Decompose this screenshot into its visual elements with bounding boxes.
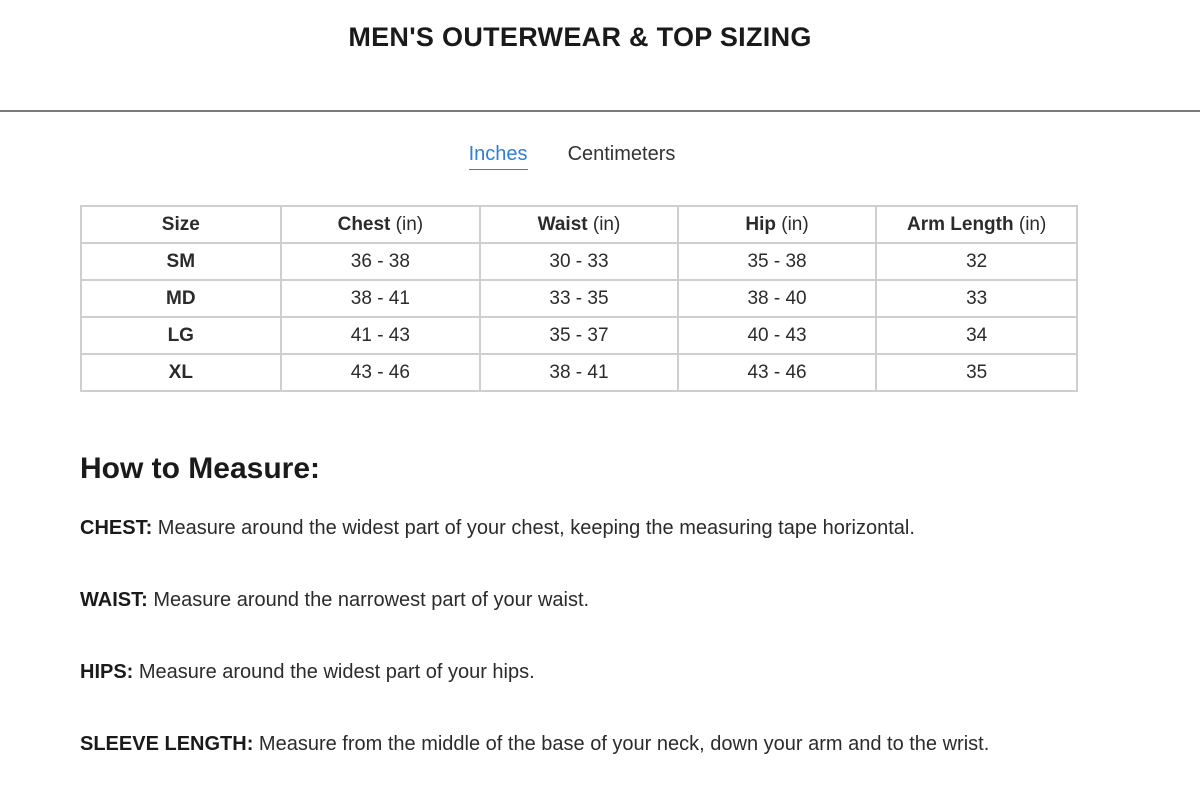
cell-waist: 35 - 37 — [480, 317, 678, 354]
table-row — [81, 280, 1077, 317]
cell-arm-length: 32 — [876, 243, 1077, 280]
measure-instruction-chest — [80, 512, 1040, 544]
cell-hip: 35 - 38 — [678, 243, 877, 280]
unit-tabs — [0, 143, 1144, 170]
table-row — [81, 243, 1077, 280]
cell-chest: 36 - 38 — [281, 243, 481, 280]
measure-text: Measure around the widest part of your chest, keeping the measuring tape horizontal. — [152, 517, 915, 539]
table-row — [81, 354, 1077, 391]
cell-chest: 38 - 41 — [281, 280, 481, 317]
header-divider — [0, 110, 1200, 112]
cell-waist: 30 - 33 — [480, 243, 678, 280]
measure-instruction-waist — [80, 584, 1040, 616]
cell-hip: 43 - 46 — [678, 354, 877, 391]
measure-instruction-hips — [80, 656, 1040, 688]
cell-hip: 40 - 43 — [678, 317, 877, 354]
cell-size: LG — [81, 317, 281, 354]
measure-text: Measure around the narrowest part of your waist. — [147, 589, 590, 611]
how-to-measure-heading: How to Measure: — [80, 452, 321, 485]
table-header-row — [81, 206, 1077, 243]
measure-term: WAIST: — [80, 589, 148, 611]
measure-term: CHEST: — [80, 517, 153, 539]
measure-text: Measure from the middle of the base of your neck, down your arm and to the wrist. — [253, 733, 990, 755]
cell-size: SM — [81, 243, 281, 280]
tab-inches[interactable]: Inches — [469, 143, 528, 170]
tab-centimeters[interactable]: Centimeters — [567, 143, 676, 165]
cell-waist: 38 - 41 — [480, 354, 678, 391]
cell-arm-length: 34 — [876, 317, 1077, 354]
how-to-measure-section — [80, 452, 1040, 800]
column-header-size: Size — [81, 206, 281, 243]
table-row — [81, 317, 1077, 354]
column-header-waist: Waist (in) — [480, 206, 678, 243]
cell-arm-length: 33 — [876, 280, 1077, 317]
measure-term: HIPS: — [80, 661, 134, 683]
cell-chest: 43 - 46 — [281, 354, 481, 391]
column-header-arm-length: Arm Length (in) — [876, 206, 1077, 243]
cell-arm-length: 35 — [876, 354, 1077, 391]
cell-waist: 33 - 35 — [480, 280, 678, 317]
measure-text: Measure around the widest part of your hips. — [133, 661, 535, 683]
size-chart-table — [80, 205, 1078, 392]
cell-size: MD — [81, 280, 281, 317]
cell-hip: 38 - 40 — [678, 280, 877, 317]
measure-term: SLEEVE LENGTH: — [80, 733, 254, 755]
page-title: MEN'S OUTERWEAR & TOP SIZING — [348, 22, 812, 52]
column-header-chest: Chest (in) — [281, 206, 481, 243]
measure-instruction-sleeve-length — [80, 728, 1040, 760]
column-header-hip: Hip (in) — [678, 206, 877, 243]
cell-chest: 41 - 43 — [281, 317, 481, 354]
cell-size: XL — [81, 354, 281, 391]
